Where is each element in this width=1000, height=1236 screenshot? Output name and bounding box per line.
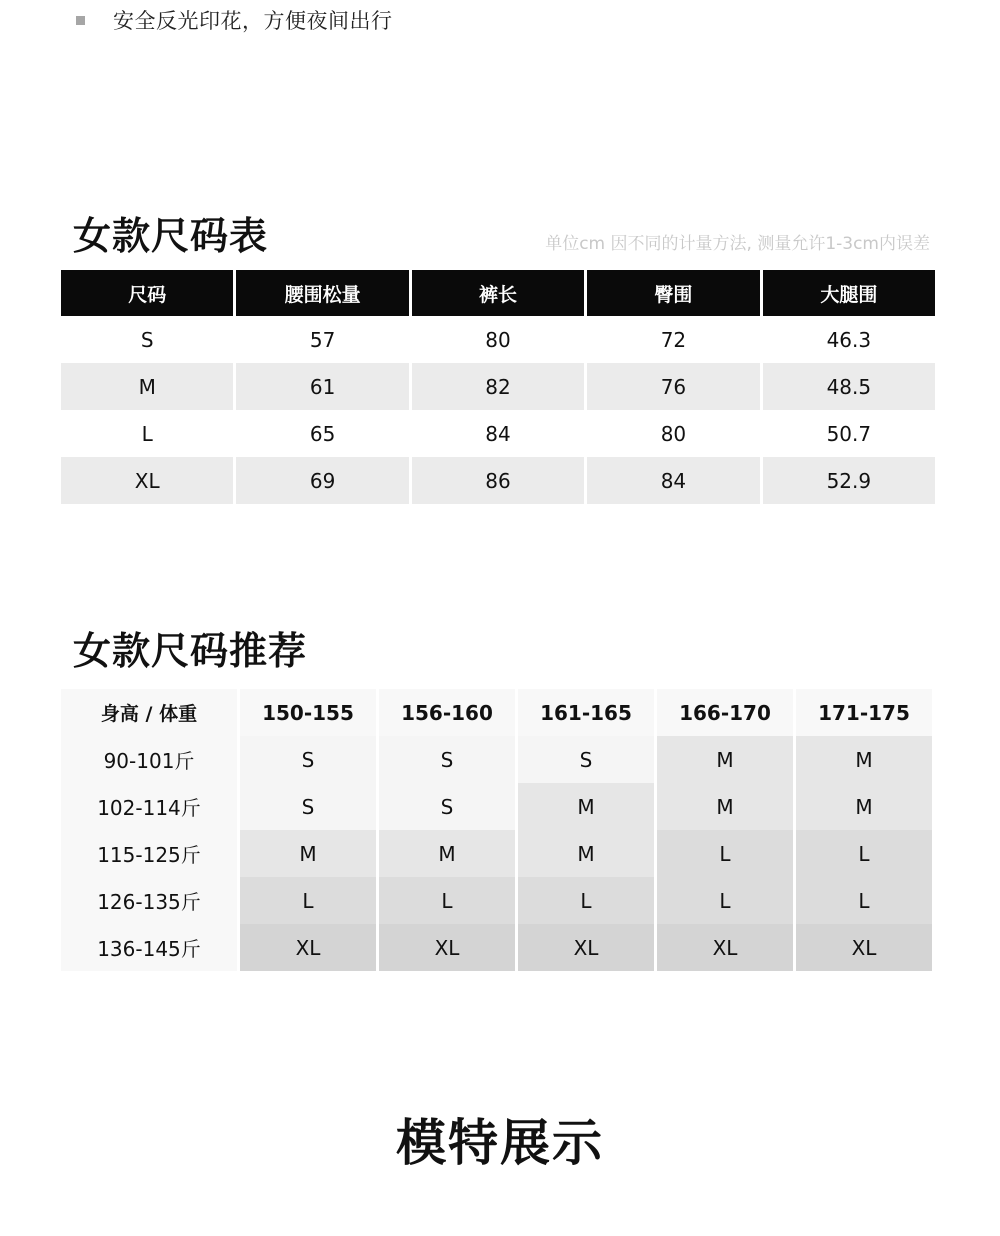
size-table-header: [61, 270, 935, 316]
table-cell: 82: [412, 363, 584, 410]
table-row: [61, 783, 935, 830]
table-cell: 69: [236, 457, 408, 504]
recommend-table-title: 女款尺码推荐: [73, 629, 308, 673]
feature-bullet: [76, 6, 393, 34]
size-cell: L: [796, 877, 932, 924]
table-cell: 65: [236, 410, 408, 457]
size-cell: M: [518, 830, 654, 877]
size-cell: S: [518, 736, 654, 783]
table-row: [61, 736, 935, 783]
size-cell: M: [240, 830, 376, 877]
table-cell: L: [61, 410, 233, 457]
table-row: [61, 410, 935, 457]
weight-label: 136-145斤: [61, 924, 237, 971]
models-section-title: 模特展示: [396, 1114, 604, 1172]
table-cell: 72: [587, 316, 759, 363]
table-cell: 48.5: [763, 363, 935, 410]
height-header: 166-170: [657, 689, 793, 736]
weight-label: 115-125斤: [61, 830, 237, 877]
size-table-title: 女款尺码表: [73, 214, 269, 258]
table-cell: 80: [412, 316, 584, 363]
size-cell: M: [518, 783, 654, 830]
weight-label: 90-101斤: [61, 736, 237, 783]
size-cell: M: [657, 783, 793, 830]
table-cell: 57: [236, 316, 408, 363]
size-table: [61, 270, 935, 504]
size-cell: M: [796, 736, 932, 783]
table-cell: 61: [236, 363, 408, 410]
recommend-table-header: [61, 689, 935, 736]
size-cell: L: [657, 830, 793, 877]
size-cell: M: [796, 783, 932, 830]
size-cell: XL: [796, 924, 932, 971]
table-cell: 52.9: [763, 457, 935, 504]
size-cell: M: [657, 736, 793, 783]
table-row: [61, 457, 935, 504]
unit-note: 单位cm 因不同的计量方法, 测量允许1-3cm内误差: [545, 234, 930, 254]
size-cell: S: [240, 783, 376, 830]
size-cell: L: [796, 830, 932, 877]
size-cell: L: [518, 877, 654, 924]
table-row: [61, 877, 935, 924]
header-length: 裤长: [412, 270, 584, 316]
table-cell: 86: [412, 457, 584, 504]
size-cell: M: [379, 830, 515, 877]
size-cell: S: [379, 736, 515, 783]
height-header: 161-165: [518, 689, 654, 736]
size-cell: L: [240, 877, 376, 924]
size-cell: XL: [518, 924, 654, 971]
header-waist: 腰围松量: [236, 270, 408, 316]
table-row: [61, 830, 935, 877]
corner-label: 身高 / 体重: [61, 689, 237, 736]
table-cell: XL: [61, 457, 233, 504]
height-header: 171-175: [796, 689, 932, 736]
size-cell: S: [379, 783, 515, 830]
table-row: [61, 316, 935, 363]
table-row: [61, 363, 935, 410]
size-cell: XL: [240, 924, 376, 971]
table-cell: 84: [412, 410, 584, 457]
table-cell: S: [61, 316, 233, 363]
table-cell: 76: [587, 363, 759, 410]
header-hip: 臀围: [587, 270, 759, 316]
feature-bullet-text: 安全反光印花，方便夜间出行: [113, 9, 393, 33]
size-cell: XL: [657, 924, 793, 971]
table-cell: M: [61, 363, 233, 410]
weight-label: 102-114斤: [61, 783, 237, 830]
recommend-table: [61, 689, 935, 971]
bullet-square-icon: [76, 16, 85, 25]
height-header: 150-155: [240, 689, 376, 736]
weight-label: 126-135斤: [61, 877, 237, 924]
table-row: [61, 924, 935, 971]
size-cell: L: [657, 877, 793, 924]
header-size: 尺码: [61, 270, 233, 316]
size-cell: L: [379, 877, 515, 924]
header-thigh: 大腿围: [763, 270, 935, 316]
table-cell: 50.7: [763, 410, 935, 457]
table-cell: 80: [587, 410, 759, 457]
table-cell: 84: [587, 457, 759, 504]
table-cell: 46.3: [763, 316, 935, 363]
size-cell: XL: [379, 924, 515, 971]
height-header: 156-160: [379, 689, 515, 736]
size-cell: S: [240, 736, 376, 783]
